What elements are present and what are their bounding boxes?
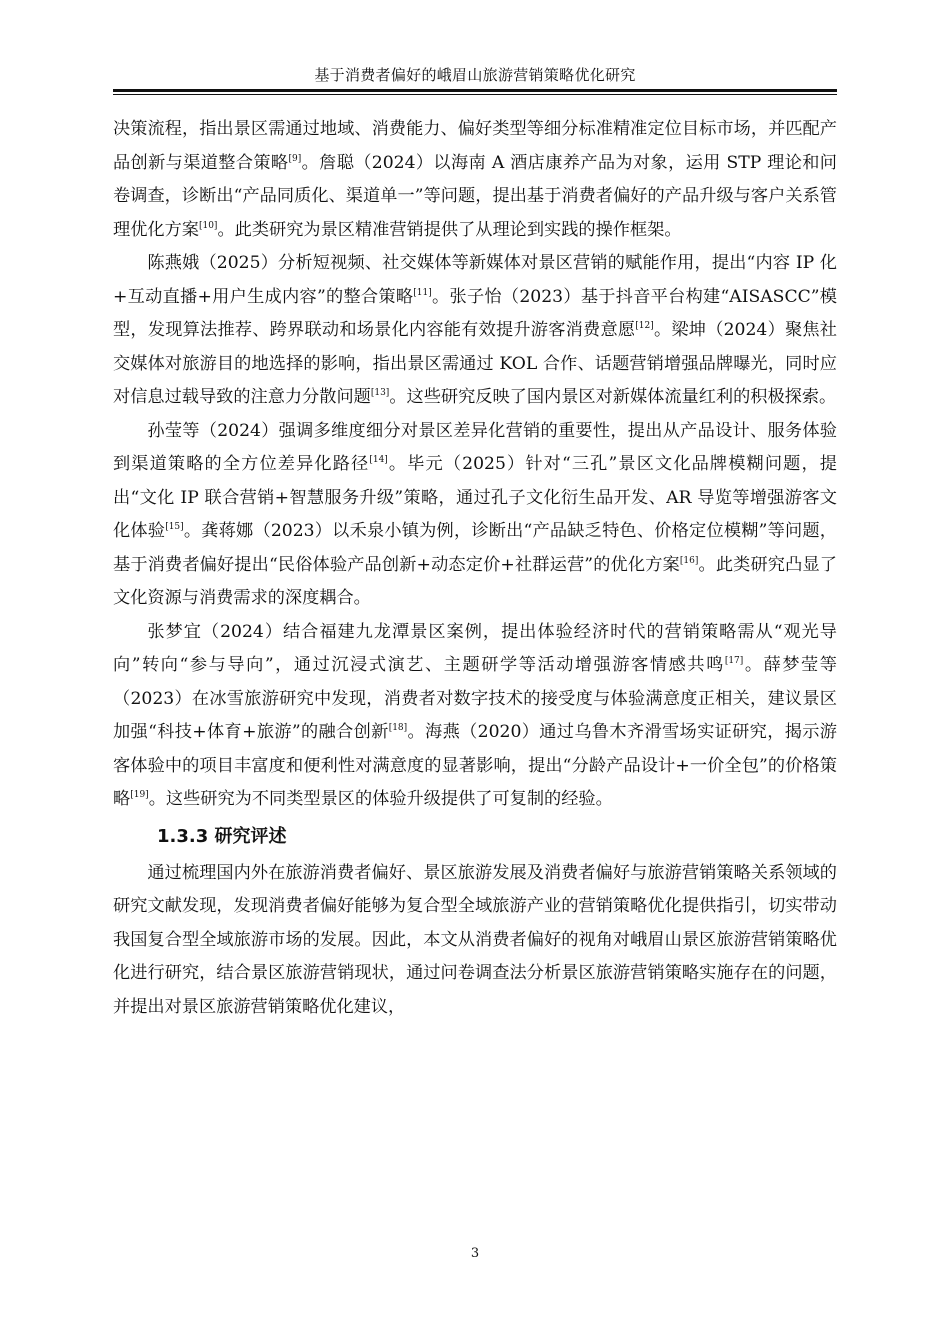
header-rule-thin xyxy=(113,94,837,95)
citation-ref: [11] xyxy=(413,287,432,298)
text-run: 张梦宜（2024）结合福建九龙潭景区案例，提出体验经济时代的营销策略需从“观光导向”转向“参与导向”，通过沉浸式演艺、主题研学等活动增强游客情感共鸣 xyxy=(113,621,837,675)
citation-ref: [15] xyxy=(165,522,184,532)
text-run: 。薛梦莹等（2023）在冰雪旅游研究中发现，消费者对数字技术的接受度与体验满意度正相关，建议景区加强“科技+体育+旅游”的融合创新 xyxy=(113,655,837,742)
citation-ref: [16] xyxy=(679,555,699,566)
text-run: 。海燕（2020）通过乌鲁木齐滑雪场实证研究，揭示游客体验中的项目丰富度和便利性对满意度的显著影响，提出“分龄产品设计+一价全包”的价格策略 xyxy=(113,722,837,809)
body-paragraph xyxy=(113,247,837,415)
citation-ref: [17] xyxy=(724,656,744,666)
citation-ref: [18] xyxy=(388,723,408,733)
text-run: 孙莹等（2024）强调多维度细分对景区差异化营销的重要性，提出从产品设计、服务体验到渠道策略的全方位差异化路径 xyxy=(113,420,837,474)
text-run: 。龚蒋娜（2023）以禾泉小镇为例，诊断出“产品缺乏特色、价格定位模糊”等问题，基于消费者偏好提出“民俗体验产品创新+动态定价+社群运营”的优化方案 xyxy=(113,521,837,575)
body-paragraph xyxy=(113,415,837,616)
text-run: 。梁坤（2024）聚焦社交媒体对旅游目的地选择的影响，指出景区需通过 KOL 合作、话题营销增强品牌曝光，同时应对信息过载导致的注意力分散问题 xyxy=(113,320,837,407)
citation-ref: [9] xyxy=(288,153,302,164)
citation-ref: [13] xyxy=(370,388,390,398)
citation-ref: [19] xyxy=(130,790,149,800)
text-run: 。詹聪（2024）以海南 A 酒店康养产品为对象，运用 STP 理论和问卷调查，诊断出“产品同质化、渠道单一”等问题，提出基于消费者偏好的产品升级与客户关系管理优化方案 xyxy=(113,152,837,240)
text-run: 。此类研究凸显了文化资源与消费需求的深度耦合。 xyxy=(113,554,837,608)
citation-ref: [14] xyxy=(369,455,388,465)
citation-ref: [12] xyxy=(635,321,654,331)
body-paragraph xyxy=(113,113,837,247)
body-paragraph xyxy=(113,616,837,817)
section-heading: 1.3.3 研究评述 xyxy=(157,825,287,847)
header-rule-thick xyxy=(113,89,837,92)
page-number: 3 xyxy=(470,1246,480,1261)
text-run: 决策流程，指出景区需通过地域、消费能力、偏好类型等细分标准精准定位目标市场，并匹配产品创新与渠道整合策略 xyxy=(113,119,837,173)
closing-paragraph: 通过梳理国内外在旅游消费者偏好、景区旅游发展及消费者偏好与旅游营销策略关系领域的研究文献发现，发现消费者偏好能够为复合型全域旅游产业的营销策略优化提供指引，切实带动我国复合型全域旅游市场的发展。因此，本文从消费者偏好的视角对峨眉山景区旅游营销策略优化进行研究，结合景区旅游营销现状，通过问卷调查法分析景区旅游营销策略实施存在的问题，并提出对景区旅游营销策略优化建议， xyxy=(113,862,837,1017)
review-paragraphs xyxy=(113,113,837,817)
text-run: 。此类研究为景区精准营销提供了从理论到实践的操作框架。 xyxy=(217,219,682,240)
text-run: 。毕元（2025）针对“三孔”景区文化品牌模糊问题，提出“文化 IP 联合营销+智慧服务升级”策略，通过孔子文化衍生品开发、AR 导览等增强游客文化体验 xyxy=(113,454,837,541)
running-header: 基于消费者偏好的峨眉山旅游营销策略优化研究 xyxy=(314,66,636,84)
citation-ref: [10] xyxy=(198,220,218,231)
text-run: 。这些研究反映了国内景区对新媒体流量红利的积极探索。 xyxy=(389,387,837,407)
text-run: 。张子怡（2023）基于抖音平台构建“AISASCC”模型，发现算法推荐、跨界联动和场景化内容能有效提升游客消费意愿 xyxy=(113,286,837,340)
text-run: 。这些研究为不同类型景区的体验升级提供了可复制的经验。 xyxy=(148,789,613,809)
body-text xyxy=(113,113,837,1024)
text-run: 陈燕娥（2025）分析短视频、社交媒体等新媒体对景区营销的赋能作用，提出“内容 IP 化+互动直播+用户生成内容”的整合策略 xyxy=(113,253,837,307)
